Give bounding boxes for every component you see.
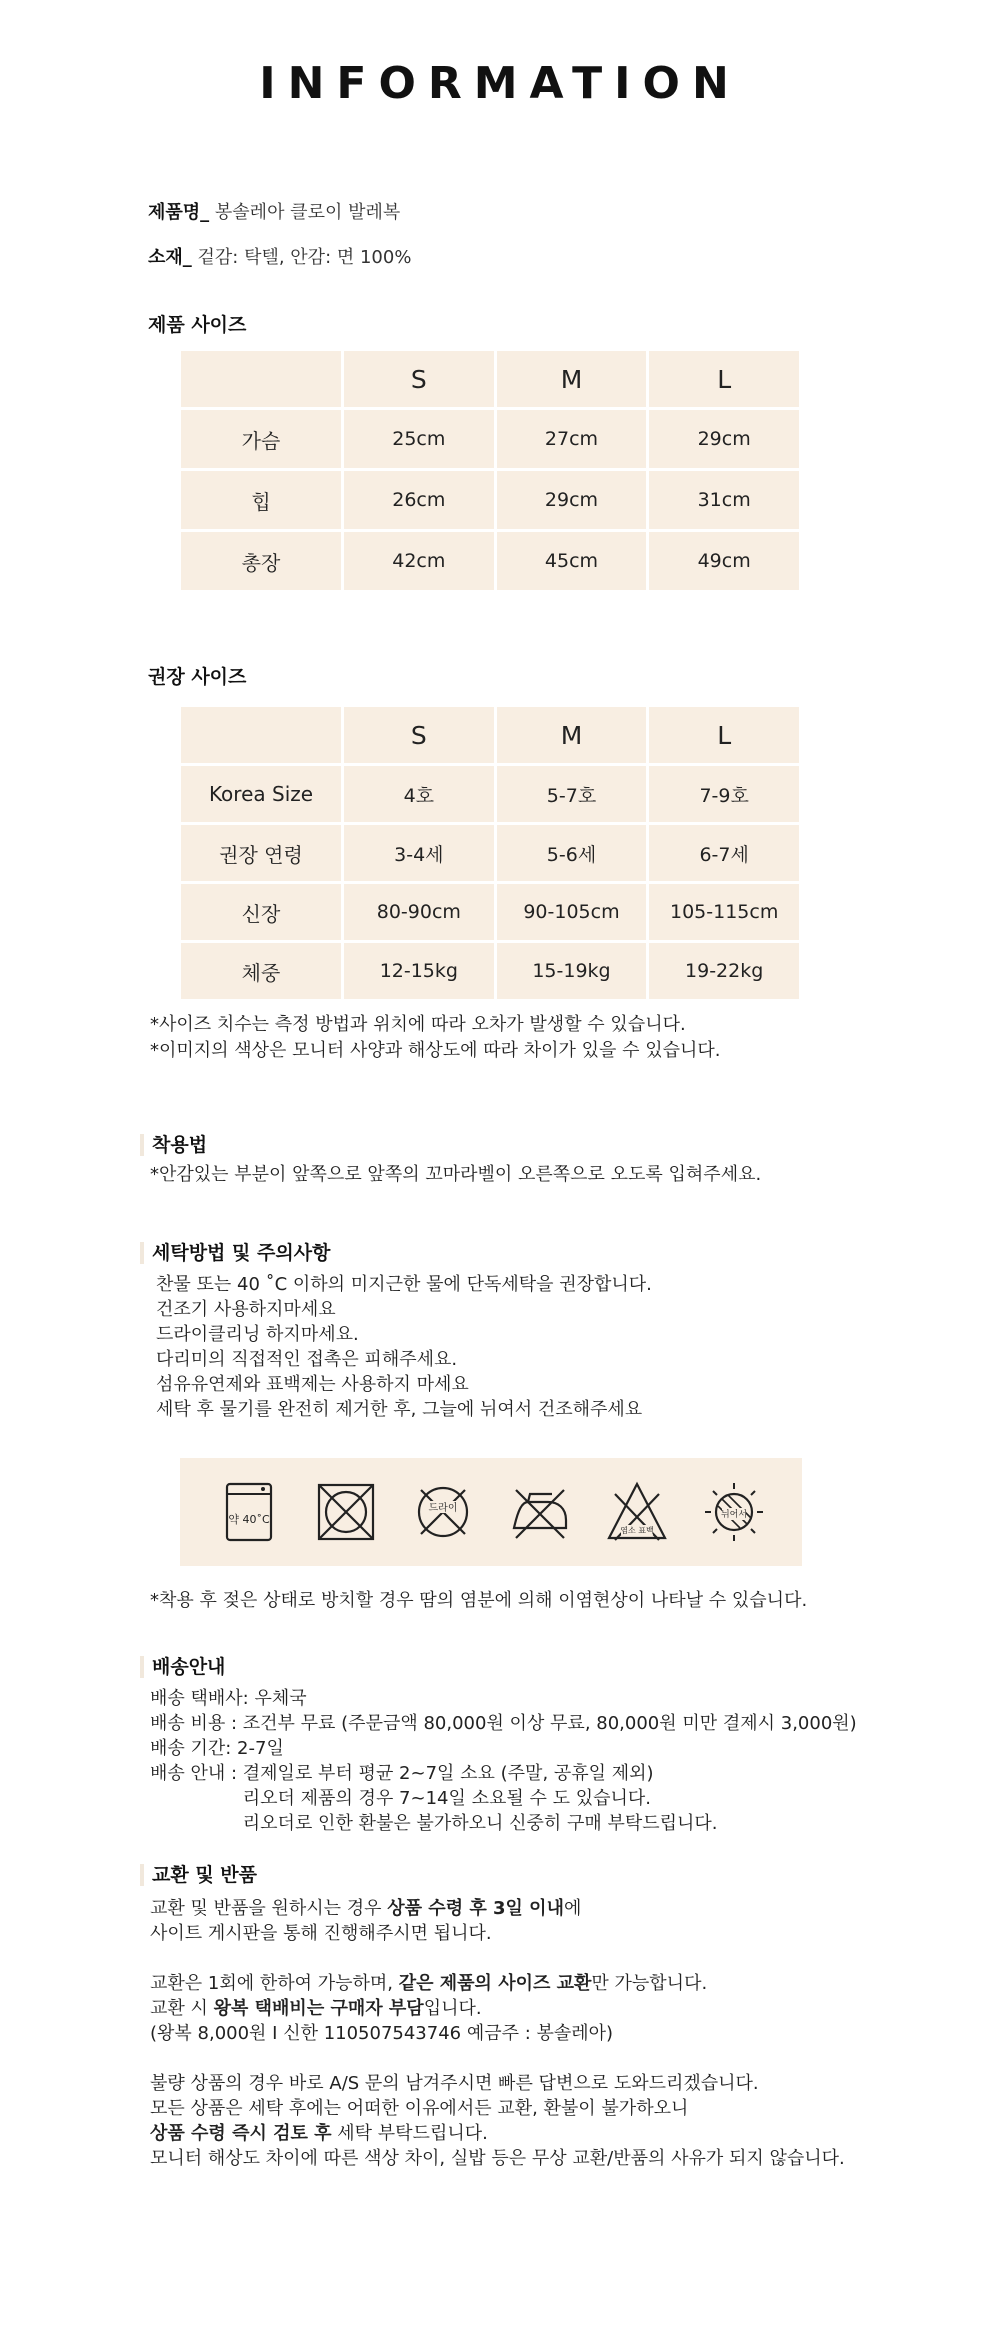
shade-label: 뉘어서 (720, 1510, 747, 1520)
table-cell: 신장 (181, 884, 341, 940)
table-cell: 6-7세 (649, 825, 799, 881)
exchange-heading (152, 1860, 257, 1887)
table-cell: 4호 (344, 766, 494, 822)
table-cell: 80-90cm (344, 884, 494, 940)
spacer (150, 2046, 845, 2071)
emphasis-text: 왕복 택배비는 구매자 부담 (213, 1998, 424, 2019)
emphasis-text: 상품 수령 후 3일 이내 (387, 1898, 564, 1919)
washing-line: 섬유유연제와 표백제는 사용하지 마세요 (156, 1374, 469, 1395)
shipping-heading (152, 1652, 225, 1679)
washing-line: 찬물 또는 40 ˚C 이하의 미지근한 물에 단독세탁을 권장합니다. (156, 1274, 652, 1295)
table-cell: 권장 연령 (181, 825, 341, 881)
table-header-row (181, 707, 799, 763)
wash-temp-label: 약 40˚C (227, 1513, 270, 1526)
size-note: *이미지의 색상은 모니터 사양과 해상도에 따라 차이가 있을 수 있습니다. (150, 1040, 721, 1061)
product-name-label: 제품명_ (148, 202, 210, 223)
table-cell: 5-6세 (497, 825, 647, 881)
product-material-value: 겉감: 탁텔, 안감: 면 100% (197, 247, 412, 268)
table-cell: 15-19kg (497, 943, 647, 999)
table-cell: 31cm (649, 471, 799, 529)
shipping-info (150, 1686, 857, 1836)
size-table (178, 348, 802, 593)
wearing-heading (152, 1130, 207, 1157)
exchange-line (150, 1971, 845, 1996)
product-name-line (148, 198, 400, 224)
washing-lines (156, 1272, 652, 1422)
washing-note: *착용 후 젖은 상태로 방치할 경우 땀의 염분에 의해 이염현상이 나타날 수 있습니다. (150, 1590, 808, 1611)
care-icons-box (180, 1458, 802, 1566)
text-span: 세탁 부탁드립니다. (331, 2123, 488, 2144)
table-cell: 105-115cm (649, 884, 799, 940)
exchange-line (150, 1996, 845, 2021)
size-notes (150, 1012, 720, 1064)
table-header-row (181, 351, 799, 407)
table-row (181, 766, 799, 822)
emphasis-text: 상품 수령 즉시 검토 후 (150, 2123, 332, 2144)
dry-clean-label: 드라이 (428, 1503, 457, 1514)
size-note: *사이즈 치수는 측정 방법과 위치에 따라 오차가 발생할 수 있습니다. (150, 1014, 686, 1035)
table-cell: Korea Size (181, 766, 341, 822)
exchange-line: 모든 상품은 세탁 후에는 어떠한 이유에서든 교환, 환불이 불가하오니 (150, 2098, 689, 2119)
table-row (181, 532, 799, 590)
table-row (181, 410, 799, 468)
size-table-heading: 제품 사이즈 (148, 314, 247, 336)
table-cell: S (344, 351, 494, 407)
table-cell: 29cm (497, 471, 647, 529)
text-span: 교환은 1회에 한하여 가능하며, (150, 1973, 399, 1994)
table-cell: 90-105cm (497, 884, 647, 940)
table-cell: 49cm (649, 532, 799, 590)
exchange-line: 사이트 게시판을 통해 진행해주시면 됩니다. (150, 1923, 492, 1944)
text-span: 에 (563, 1898, 582, 1919)
text-span: 만 가능합니다. (591, 1973, 708, 1994)
exchange-line: 모니터 해상도 차이에 따른 색상 차이, 실밥 등은 무상 교환/반품의 사유가 되지 않습니다. (150, 2148, 845, 2169)
table-cell: M (497, 707, 647, 763)
shipping-period: 배송 기간: 2-7일 (150, 1738, 284, 1759)
table-cell: M (497, 351, 647, 407)
table-cell: 26cm (344, 471, 494, 529)
exchange-line (150, 2121, 845, 2146)
shipping-guide-line: 리오더로 인한 환불은 불가하오니 신중히 구매 부탁드립니다. (242, 1813, 718, 1834)
shipping-cost: 배송 비용 : 조건부 무료 (주문금액 80,000원 이상 무료, 80,000원 미만 결제시 3,000원) (150, 1713, 857, 1734)
bleach-label: 염소 표백 (619, 1526, 654, 1535)
shipping-guide-lines (243, 1761, 718, 1836)
emphasis-text: 같은 제품의 사이즈 교환 (398, 1973, 592, 1994)
product-material-label: 소재_ (148, 247, 192, 268)
table-cell: S (344, 707, 494, 763)
no-bleach-icon (605, 1480, 669, 1544)
table-cell: 5-7호 (497, 766, 647, 822)
shipping-courier: 배송 택배사: 우체국 (150, 1688, 307, 1709)
exchange-line: 불량 상품의 경우 바로 A/S 문의 남겨주시면 빠른 답변으로 도와드리겠습니다. (150, 2073, 759, 2094)
table-cell: 힙 (181, 471, 341, 529)
table-cell: 7-9호 (649, 766, 799, 822)
table-cell: 42cm (344, 532, 494, 590)
table-row (181, 884, 799, 940)
hand-wash-40-icon (217, 1480, 281, 1544)
table-cell: L (649, 707, 799, 763)
shipping-guide-label: 배송 안내 : (150, 1763, 243, 1784)
product-name-value: 봉솔레아 클로이 발레복 (214, 202, 401, 223)
washing-line: 건조기 사용하지마세요 (156, 1299, 336, 1320)
washing-line: 다리미의 직접적인 접촉은 피해주세요. (156, 1349, 458, 1370)
exchange-heading-text: 교환 및 반품 (140, 1864, 257, 1886)
table-row (181, 943, 799, 999)
table-row (181, 471, 799, 529)
shipping-guide-line: 결제일로 부터 평균 2~7일 소요 (주말, 공휴일 제외) (242, 1763, 654, 1784)
table-cell: 45cm (497, 532, 647, 590)
wearing-heading-text: 착용법 (140, 1134, 207, 1156)
table-cell: 3-4세 (344, 825, 494, 881)
table-cell: 29cm (649, 410, 799, 468)
table-cell: 체중 (181, 943, 341, 999)
exchange-line (150, 1896, 845, 1921)
text-span: 입니다. (423, 1998, 482, 2019)
table-cell: 가슴 (181, 410, 341, 468)
shade-dry-flat-icon (702, 1480, 766, 1544)
table-cell: 27cm (497, 410, 647, 468)
table-cell: 19-22kg (649, 943, 799, 999)
table-cell (181, 707, 341, 763)
rec-table-heading: 권장 사이즈 (148, 666, 247, 688)
exchange-text (150, 1896, 845, 2171)
table-cell (181, 351, 341, 407)
no-tumble-dry-icon (314, 1480, 378, 1544)
spacer (150, 1946, 845, 1971)
text-span: 교환 시 (150, 1998, 214, 2019)
table-cell: 25cm (344, 410, 494, 468)
product-material-line (148, 243, 411, 269)
washing-line: 드라이클리닝 하지마세요. (156, 1324, 359, 1345)
page-title: INFORMATION (259, 58, 741, 109)
exchange-line: (왕복 8,000원 I 신한 110507543746 예금주 : 봉솔레아) (150, 2023, 614, 2044)
shipping-guide-row (150, 1761, 857, 1836)
no-dry-clean-icon (411, 1480, 475, 1544)
washing-heading (152, 1238, 330, 1265)
table-cell: L (649, 351, 799, 407)
text-span: 교환 및 반품을 원하시는 경우 (150, 1898, 388, 1919)
shipping-heading-text: 배송안내 (140, 1656, 225, 1678)
washing-heading-text: 세탁방법 및 주의사항 (140, 1242, 330, 1264)
rec-size-table (178, 704, 802, 1002)
washing-line: 세탁 후 물기를 완전히 제거한 후, 그늘에 뉘여서 건조해주세요 (156, 1399, 643, 1420)
table-row (181, 825, 799, 881)
wearing-text: *안감있는 부분이 앞쪽으로 앞쪽의 꼬마라벨이 오른쪽으로 오도록 입혀주세요. (150, 1164, 762, 1185)
shipping-guide-line: 리오더 제품의 경우 7~14일 소요될 수 도 있습니다. (242, 1788, 651, 1809)
no-iron-icon (508, 1480, 572, 1544)
table-cell: 12-15kg (344, 943, 494, 999)
table-cell: 총장 (181, 532, 341, 590)
